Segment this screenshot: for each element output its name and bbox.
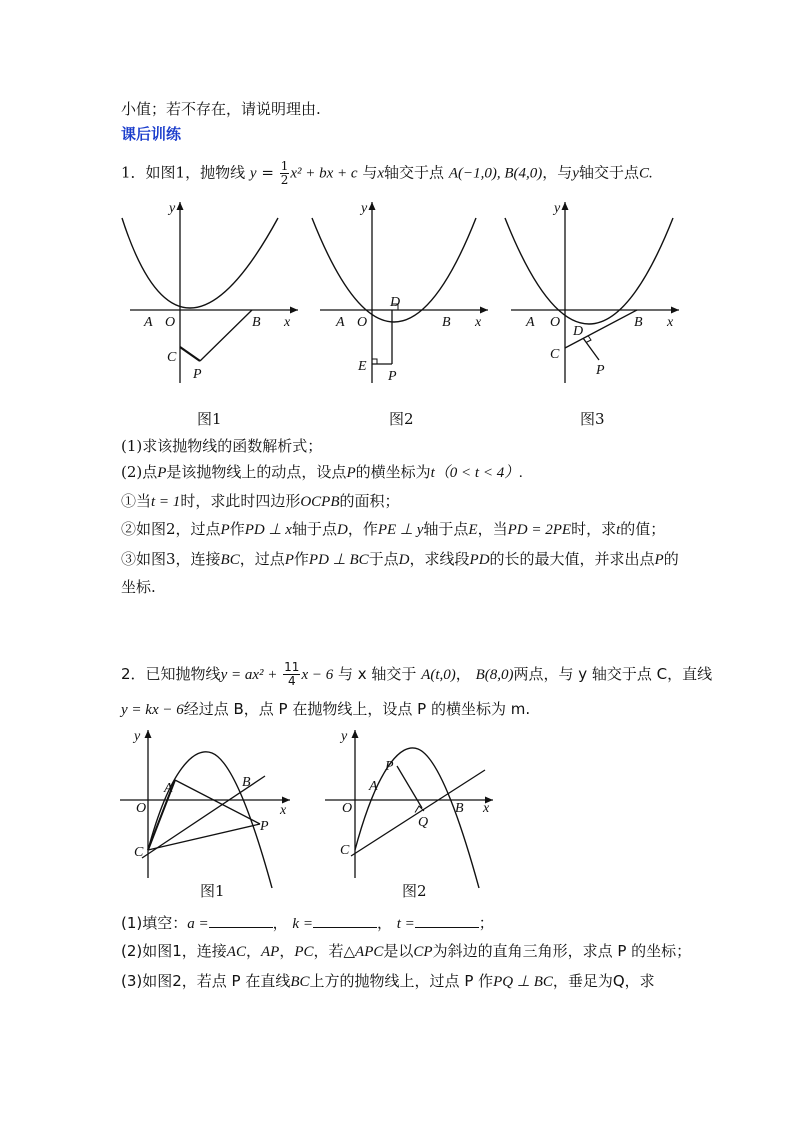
section-title: 课后训练 [121, 125, 182, 143]
y-axis-arrow [352, 730, 359, 738]
label-D: D [390, 295, 401, 310]
label-y: y [361, 201, 368, 216]
label-A: A [369, 779, 378, 794]
segment-CP [180, 347, 200, 361]
figure1-parabola [120, 198, 300, 388]
right-angle-E [372, 359, 377, 364]
label-B: B [242, 775, 251, 790]
label-O: O [357, 315, 368, 330]
label-O: O [342, 801, 353, 816]
p2-question-3: (3)如图2，若点 P 在直线BC上方的抛物线上，过点 P 作PQ ⊥ BC，垂足为Q，求 [121, 972, 655, 990]
problem2-figure1 [120, 728, 300, 888]
label-x: x [284, 315, 291, 330]
label-O: O [136, 801, 147, 816]
top-text: 小值；若不存在，请说明理由. [121, 100, 321, 118]
problem1-intro: 1．如图1，抛物线 y = $\frac{1}{2}$ x² + bx + c 与x轴交于点 A(−1,0), B(4,0)，与y轴交于点C. [121, 159, 653, 187]
segment-PQ [397, 766, 422, 808]
label-B: B [634, 315, 643, 330]
label-O: O [550, 315, 561, 330]
label-x: x [483, 801, 490, 816]
p2-question-1: (1)填空：a = ， k = ， t = ； [121, 914, 494, 932]
label-x: x [280, 803, 287, 818]
p1-question-1: (1)求该抛物线的函数解析式； [121, 437, 323, 455]
segment-PC [148, 824, 260, 850]
figure3-parabola [505, 198, 685, 388]
label-Q: Q [418, 815, 429, 830]
fraction-half: $\frac{1}{2}$ [280, 159, 289, 187]
blank-k[interactable] [313, 913, 377, 928]
caption-fig3: 图3 [580, 410, 605, 428]
label-A: A [526, 315, 535, 330]
label-B: B [455, 801, 464, 816]
label-C: C [167, 350, 177, 365]
caption-fig2: 图2 [389, 410, 414, 428]
parabola [355, 748, 479, 888]
label-P: P [385, 759, 394, 774]
p1-question-2: (2)点P是该抛物线上的动点，设点P的横坐标为t（0 < t < 4）. [121, 463, 523, 481]
p2-caption-fig2: 图2 [402, 882, 427, 900]
label-A: A [164, 781, 173, 796]
label-P: P [193, 367, 202, 382]
p2-question-2: (2)如图1，连接AC，AP，PC，若△APC是以CP为斜边的直角三角形，求点 P 的坐标； [121, 942, 692, 960]
segment-PB [200, 310, 252, 361]
parabola [122, 218, 278, 308]
label-x: x [475, 315, 482, 330]
x-axis-arrow [290, 307, 298, 314]
y-axis-arrow [145, 730, 152, 738]
label-A: A [144, 315, 153, 330]
y-axis-arrow [177, 202, 184, 210]
label-C: C [340, 843, 350, 858]
label-P: P [596, 363, 605, 378]
figure2-parabola [312, 198, 492, 388]
problem2-intro-cont: y = kx − 6经过点 B，点 P 在抛物线上，设点 P 的横坐标为 m. [121, 700, 531, 718]
label-O: O [165, 315, 176, 330]
blank-t[interactable] [415, 913, 479, 928]
label-y: y [554, 201, 561, 216]
p1-question-2-1: ①当t = 1时，求此时四边形OCPB的面积； [121, 492, 400, 510]
p1-question-2-2: ②如图2，过点P作PD ⊥ x轴于点D，作PE ⊥ y轴于点E，当PD = 2PE时，求t的值； [121, 520, 666, 538]
fraction-eleven-quarters: $\frac{11}{4}$ [284, 660, 300, 688]
label-y: y [341, 729, 348, 744]
segment-PD [583, 338, 599, 360]
label-E: E [358, 359, 367, 374]
label-y: y [134, 729, 141, 744]
p1-question-2-3: ③如图3，连接BC，过点P作PD ⊥ BC于点D，求线段PD的长的最大值，并求出点P的 [121, 550, 679, 568]
x-axis-arrow [480, 307, 488, 314]
label-C: C [550, 347, 560, 362]
label-P: P [260, 819, 269, 834]
label-B: B [442, 315, 451, 330]
parabola [505, 218, 673, 324]
y-axis-arrow [369, 202, 376, 210]
label-y: y [169, 201, 176, 216]
label-P: P [388, 369, 397, 384]
problem2-intro: 2．已知抛物线y = ax² + $\frac{11}{4}$ x − 6 与 x 轴交于 A(t,0)， B(8,0)两点，与 y 轴交于点 C，直线 [121, 660, 713, 688]
label-A: A [336, 315, 345, 330]
problem2-figure2 [325, 728, 505, 888]
label-D: D [573, 324, 584, 339]
label-x: x [667, 315, 674, 330]
y-axis-arrow [562, 202, 569, 210]
p1-question-2-3-cont: 坐标. [121, 578, 156, 596]
caption-fig1: 图1 [197, 410, 222, 428]
p2-caption-fig1: 图1 [200, 882, 225, 900]
x-axis-arrow [671, 307, 679, 314]
blank-a[interactable] [209, 913, 273, 928]
label-C: C [134, 845, 144, 860]
label-B: B [252, 315, 261, 330]
